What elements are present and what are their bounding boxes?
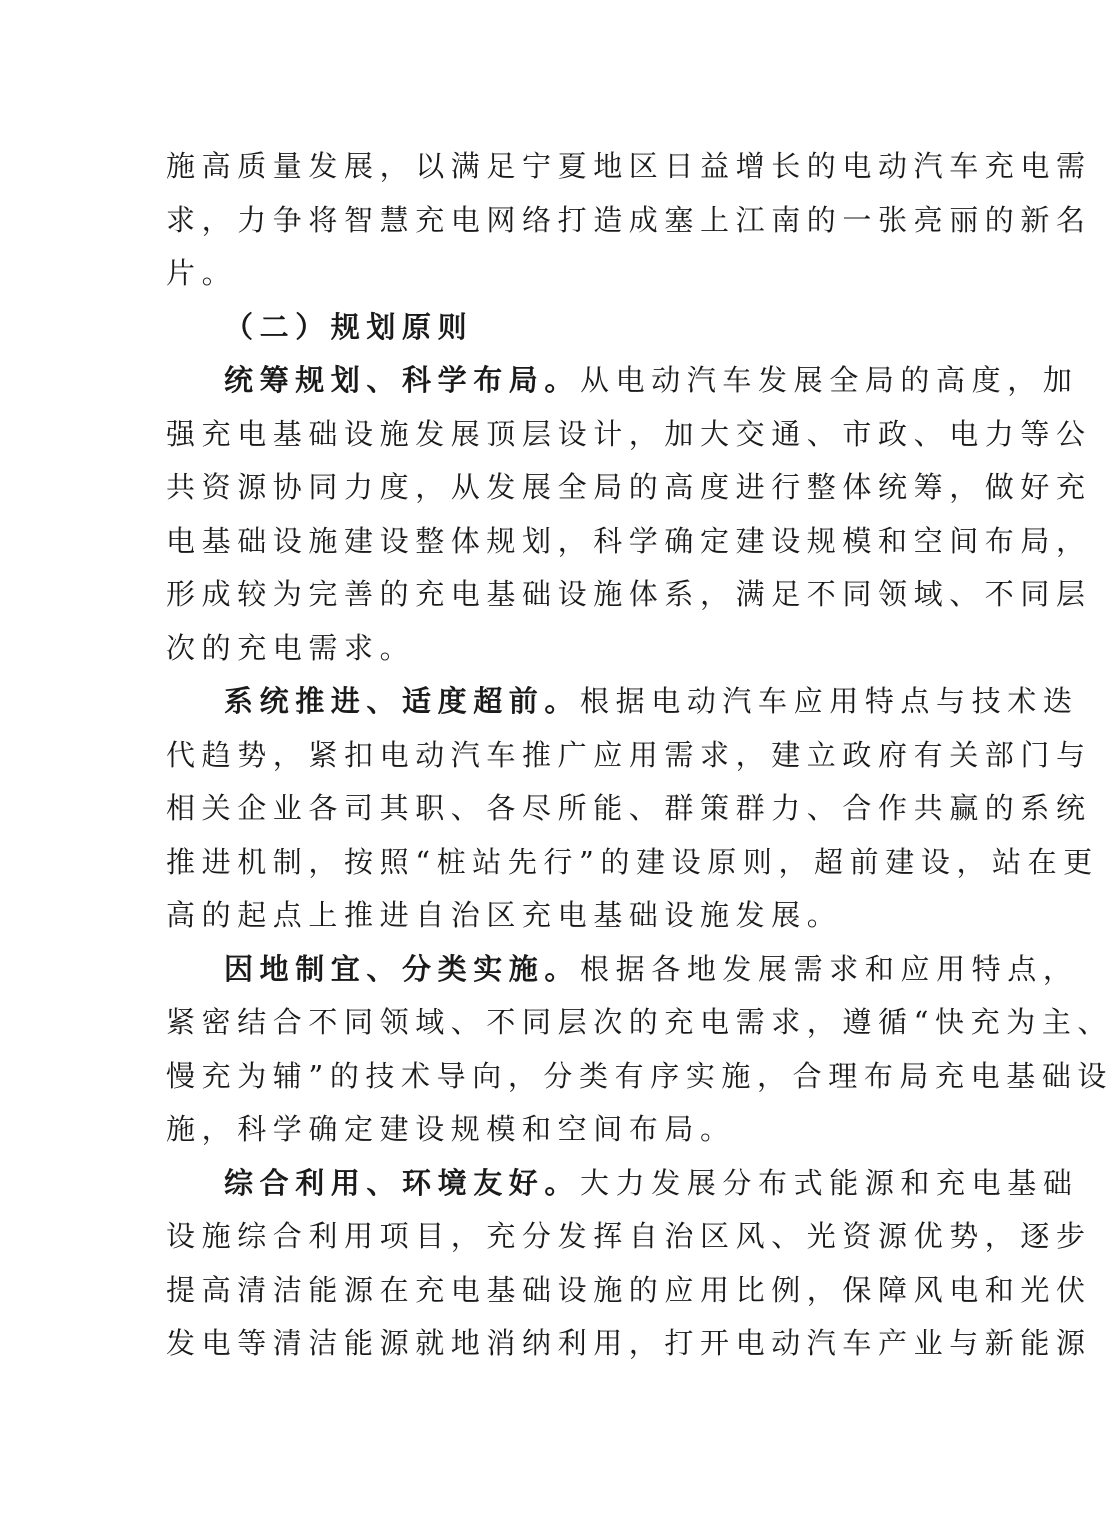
body-text-line: 施，科学确定建设规模和空间布局。 bbox=[166, 1112, 736, 1146]
body-text-line: 高的起点上推进自治区充电基础设施发展。 bbox=[166, 898, 843, 932]
principle-first-line bbox=[166, 354, 1079, 408]
body-text-line: 次的充电需求。 bbox=[166, 630, 416, 665]
principle-title: 统筹规划、科学布局。 bbox=[224, 363, 581, 397]
section-heading: （二）规划原则 bbox=[224, 309, 474, 344]
body-text-line: 发电等清洁能源就地消纳利用，打开电动汽车产业与新能源 bbox=[166, 1326, 1092, 1360]
body-text-line: 求，力争将智慧充电网络打造成塞上江南的一张亮丽的新名 bbox=[166, 202, 1092, 237]
principle-text: 大力发展分布式能源和充电基础 bbox=[580, 1165, 1079, 1200]
body-text-line: 相关企业各司其职、各尽所能、群策群力、合作共赢的系统 bbox=[166, 791, 1092, 825]
body-text-line: 代趋势，紧扣电动汽车推广应用需求，建立政府有关部门与 bbox=[166, 737, 1092, 772]
body-text-line: 强充电基础设施发展顶层设计，加大交通、市政、电力等公 bbox=[166, 416, 1092, 451]
body-text-line: 形成较为完善的充电基础设施体系，满足不同领域、不同层 bbox=[166, 577, 1092, 611]
document-body bbox=[166, 140, 1113, 1371]
principle-text: 根据各地发展需求和应用特点， bbox=[580, 951, 1079, 986]
principle-text: 根据电动汽车应用特点与技术迭 bbox=[580, 684, 1079, 718]
body-text-line: 施高质量发展，以满足宁夏地区日益增长的电动汽车充电需 bbox=[166, 149, 1092, 183]
principle-title: 系统推进、适度超前。 bbox=[224, 684, 581, 718]
principle-first-line bbox=[166, 675, 1079, 729]
principle-first-line bbox=[166, 1157, 1079, 1211]
body-text-line: 紧密结合不同领域、不同层次的充电需求，遵循“快充为主、 bbox=[166, 1005, 1113, 1039]
body-text-line: 片。 bbox=[166, 256, 238, 290]
body-text-line: 共资源协同力度，从发展全局的高度进行整体统筹，做好充 bbox=[166, 470, 1092, 504]
principle-text: 从电动汽车发展全局的高度，加 bbox=[580, 363, 1079, 397]
principle-first-line bbox=[166, 943, 1079, 997]
principle-title: 因地制宜、分类实施。 bbox=[224, 951, 581, 986]
body-text-line: 电基础设施建设整体规划，科学确定建设规模和空间布局， bbox=[166, 523, 1092, 558]
body-text-line: 推进机制，按照“桩站先行”的建设原则，超前建设，站在更 bbox=[166, 844, 1099, 879]
body-text-line: 设施综合利用项目，充分发挥自治区风、光资源优势，逐步 bbox=[166, 1219, 1092, 1253]
principle-title: 综合利用、环境友好。 bbox=[224, 1165, 581, 1200]
body-text-line: 提高清洁能源在充电基础设施的应用比例，保障风电和光伏 bbox=[166, 1272, 1092, 1307]
body-text-line: 慢充为辅”的技术导向，分类有序实施，合理布局充电基础设 bbox=[166, 1058, 1113, 1093]
